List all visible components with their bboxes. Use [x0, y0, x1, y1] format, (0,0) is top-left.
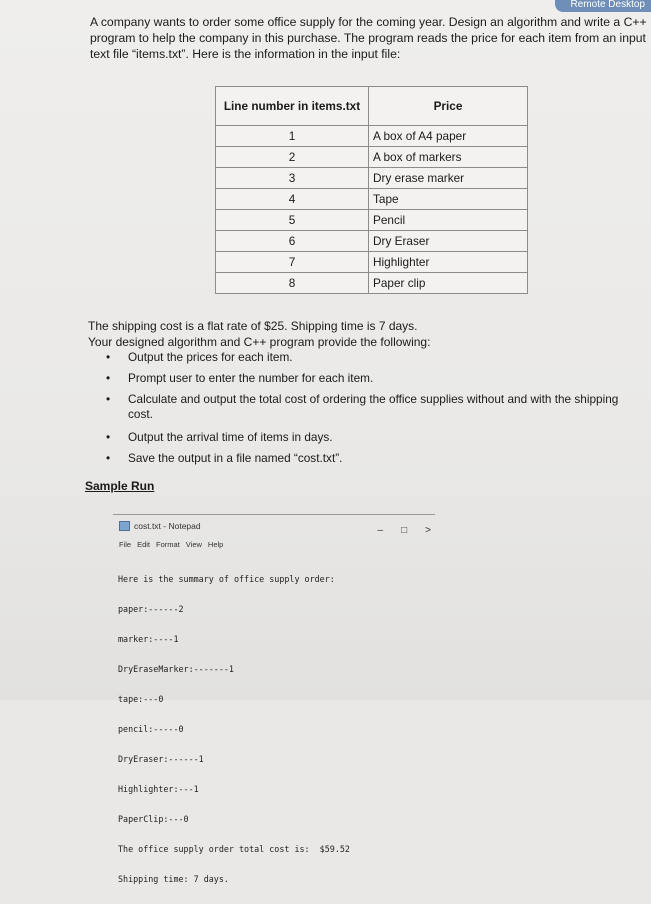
item-price: Dry erase marker [369, 168, 528, 189]
requirement-text: Prompt user to enter the number for each item. [128, 371, 374, 385]
requirement-text: Save the output in a file named “cost.txt”. [128, 451, 343, 465]
notepad-menu-bar [119, 540, 223, 549]
requirement-text: Output the prices for each item. [128, 350, 293, 364]
line-number: 2 [216, 147, 369, 168]
text-line: Shipping time: 7 days. [118, 874, 229, 884]
window-controls [378, 525, 431, 536]
text-line: marker:----1 [118, 634, 179, 644]
list-item [106, 451, 636, 466]
items-table [215, 86, 528, 294]
line-number: 1 [216, 126, 369, 147]
requirements-list [106, 350, 636, 466]
item-price: A box of markers [369, 147, 528, 168]
list-item [106, 392, 636, 422]
maximize-icon[interactable]: □ [401, 525, 408, 536]
list-item [106, 350, 636, 365]
line-number: 7 [216, 252, 369, 273]
header-price: Price [369, 87, 528, 126]
item-price: Highlighter [369, 252, 528, 273]
bullet-icon: • [106, 451, 111, 465]
table-row [216, 273, 528, 294]
table-row [216, 168, 528, 189]
table-row [216, 147, 528, 168]
line-number: 5 [216, 210, 369, 231]
text-line: DryEraser:------1 [118, 754, 204, 764]
requirement-text: Calculate and output the total cost of ordering the office supplies without and with the shipping cost. [128, 392, 619, 421]
item-price: Dry Eraser [369, 231, 528, 252]
notepad-title: cost.txt - Notepad [134, 521, 201, 531]
remote-desktop-tab[interactable]: Remote Desktop [555, 0, 651, 12]
shipping-line: Your designed algorithm and C++ program provide the following: [88, 335, 431, 349]
menu-file[interactable]: File [119, 540, 132, 549]
text-line: pencil:-----0 [118, 724, 184, 734]
menu-edit[interactable]: Edit [137, 540, 151, 549]
menu-help[interactable]: Help [207, 540, 224, 549]
line-number: 3 [216, 168, 369, 189]
item-price: Tape [369, 189, 528, 210]
item-price: A box of A4 paper [369, 126, 528, 147]
bullet-icon: • [106, 350, 111, 364]
line-number: 4 [216, 189, 369, 210]
bullet-icon: • [106, 371, 111, 385]
table-row [216, 189, 528, 210]
text-line: PaperClip:---0 [118, 814, 189, 824]
notepad-text-area[interactable] [118, 554, 350, 904]
bullet-icon: • [106, 392, 111, 406]
list-item [106, 430, 636, 445]
table-header-row [216, 87, 528, 126]
text-line: Here is the summary of office supply order: [118, 574, 335, 584]
table-row [216, 210, 528, 231]
shipping-info [88, 318, 608, 350]
list-item [106, 371, 636, 386]
line-number: 8 [216, 273, 369, 294]
header-line-number: Line number in items.txt [216, 87, 369, 126]
text-line: paper:------2 [118, 604, 184, 614]
close-icon[interactable]: > [425, 525, 431, 536]
table-row [216, 252, 528, 273]
intro-paragraph: A company wants to order some office supply for the coming year. Design an algorithm and write a C++ program to help the company in this purchase. The program reads the price for each item from an input text file “items.txt”. Here is the information in the input file: [90, 15, 647, 61]
notepad-window [113, 514, 435, 884]
notepad-title-bar [119, 521, 201, 531]
shipping-line: The shipping cost is a flat rate of $25. Shipping time is 7 days. [88, 319, 418, 333]
text-line: tape:---0 [118, 694, 164, 704]
menu-format[interactable]: Format [156, 540, 180, 549]
table-row [216, 231, 528, 252]
menu-view[interactable]: View [185, 540, 202, 549]
table-row [216, 126, 528, 147]
requirement-text: Output the arrival time of items in days. [128, 430, 333, 444]
sample-run-heading: Sample Run [85, 479, 155, 493]
item-price: Paper clip [369, 273, 528, 294]
notepad-app-icon [119, 521, 130, 531]
line-number: 6 [216, 231, 369, 252]
text-line: The office supply order total cost is: $59.52 [118, 844, 350, 854]
text-line: Highlighter:---1 [118, 784, 199, 794]
bullet-icon: • [106, 430, 111, 444]
minimize-icon[interactable]: – [377, 525, 384, 536]
item-price: Pencil [369, 210, 528, 231]
text-line: DryEraseMarker:-------1 [118, 664, 234, 674]
